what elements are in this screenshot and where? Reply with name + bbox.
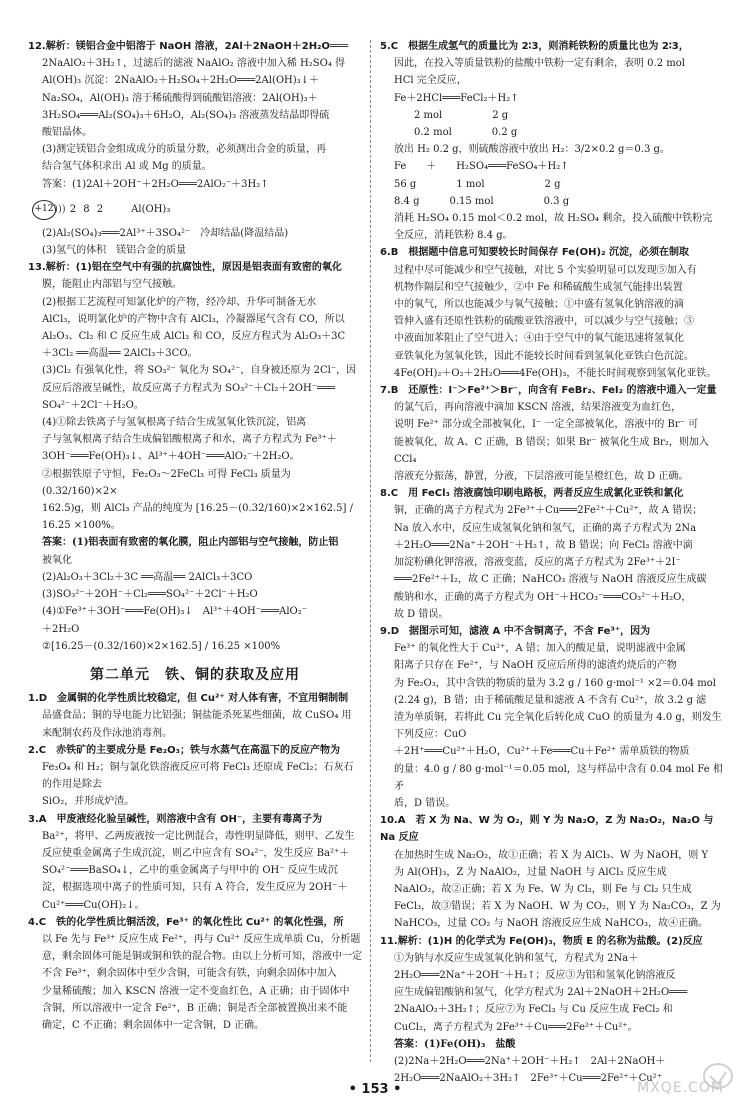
text-line: (2.24 g)，B 错；由于稀硫酸足量和滤液 A 不含有 Cu²⁺，故 3.2 g 滤 bbox=[394, 694, 707, 706]
text-line: 被氧化 bbox=[42, 554, 72, 566]
text-line: ＋2H⁺═══Cu²⁺＋H₂O，Cu²⁺＋Fe═══Cu＋Fe²⁺ 需单质铁的物质 bbox=[394, 746, 690, 758]
text-line: 管伸入盛有还原性铁粉的硫酸亚铁溶液中，可以减少与空气接触；③ bbox=[394, 316, 694, 328]
text-line: 4.C 铁的化学性质比铜活泼，Fe³⁺ 的氧化性比 Cu²⁺ 的氧化性强，所 bbox=[28, 916, 344, 928]
text-line: 中的氧气，所以也能减少与氧气接触；①中盛有氢氧化钠溶液的滴 bbox=[394, 299, 684, 311]
text-line: 的氯气后，再向溶液中滴加 KSCN 溶液，结果溶液变为血红色， bbox=[394, 402, 682, 414]
text-line: 酸铝晶体。 bbox=[42, 127, 92, 139]
text-line: NaHCO₃，过量 CO₂ 与 NaOH 溶液反应生成 NaHCO₃，故④正确。 bbox=[394, 918, 708, 930]
text-line: 的量：4.0 g / 80 g·mol⁻¹＝0.05 mol，这与样品中含有 0.04 mol Fe 相矛 bbox=[394, 763, 723, 792]
text-line: 能被氧化，故 A、C 正确，B 错误；如果 Br⁻ 被氧化生成 Br₂，则加入 CCl₄ bbox=[394, 436, 709, 465]
text-line: ＋2H₂O═══2Na⁺＋2OH⁻＋H₂↑，故 B 错误；向 FeCl₃ 溶液中滴 bbox=[394, 539, 693, 551]
text-line: 全反应，消耗铁粉 8.4 g。 bbox=[394, 230, 513, 242]
text-line: 答案：(1)铝表面有致密的氧化膜，阻止内部铝与空气接触，防止铝 bbox=[42, 537, 339, 549]
text-line: 反应后溶液呈碱性，故反应离子方程式为 SO₃²⁻＋Cl₂＋2OH⁻═══ bbox=[42, 382, 336, 394]
text-line: 4Fe(OH)₂＋O₂＋2H₂O═══4Fe(OH)₃，不能长时间观察到氢氧化亚铁。 bbox=[394, 367, 717, 379]
text-line: 2NaAlO₂＋3H₂↑；反应⑦为 FeCl₃ 与 Cu 反应生成 FeCl₂ 和 bbox=[394, 1004, 673, 1016]
text-line: 阳离子只存在 Fe²⁺，与 NaOH 反应后所得的滤渣灼烧后的产物 bbox=[394, 660, 677, 672]
text-line: 酸钠和水，正确的离子方程式为 OH⁻＋HCO₃⁻═══CO₃²⁻＋H₂O， bbox=[394, 591, 692, 603]
text-line: 意，剩余固体可能是铜或铜和铁的混合物。由以上分析可知，溶液中一定 bbox=[42, 951, 362, 963]
text-line: (3)Cl₂ 有强氧化性，将 SO₃²⁻ 氧化为 SO₄²⁻，自身被还原为 2Cl⁻，因 bbox=[42, 365, 357, 377]
text-line: Ba²⁺，将甲、乙两废液按一定比例混合，毒性明显降低，则甲、乙发生 bbox=[42, 830, 355, 842]
text-line: 加淀粉碘化钾溶液，溶液变蓝，反应的离子方程式为 2Fe³⁺＋2I⁻ bbox=[394, 557, 681, 569]
text-line: ═══2Fe²⁺＋I₂，故 C 正确；NaHCO₃ 溶液与 NaOH 溶液反应生成碳 bbox=[394, 574, 707, 586]
text-line: Na₂SO₄，Al(OH)₃ 溶于稀硫酸得到硫酸铝溶液：2Al(OH)₃＋ bbox=[42, 92, 318, 104]
text-line: 2NaAlO₂＋3H₂↑，过滤后的滤液 NaAlO₂ 溶液中加入稀 H₂SO₄ 得 bbox=[42, 58, 346, 70]
text-line: 9.D 据图示可知，滤液 A 中不含铜离子，不含 Fe³⁺，因为 bbox=[380, 625, 651, 637]
text-line: 不含 Fe³⁺，剩余固体中至少含铜，可能含有铁，向剩余固体中加入 bbox=[42, 968, 337, 980]
text-line: 放出 H₂ 0.2 g，则硫酸溶液中放出 H₂：3/2×0.2 g＝0.3 g。 bbox=[394, 144, 670, 156]
text-line: 反应使重金属离子生成沉淀，则乙中应含有 SO₄²⁻，发生反应 Ba²⁺＋ bbox=[42, 847, 350, 859]
text-line: (2)Al₂O₃＋3Cl₂＋3C ══高温══ 2AlCl₃＋3CO bbox=[42, 571, 253, 583]
text-line: (4)①除去铁离子与氢氧根离子结合生成氢氧化铁沉淀，铝离 bbox=[42, 417, 307, 429]
atomic-structure-diagram bbox=[32, 197, 362, 223]
text-line: 2H₂O═══2Na⁺＋2OH⁻＋H₂↑；反应③为铝和氢氧化钠溶液反 bbox=[394, 969, 676, 981]
text-line: 因此，在投入等质量铁粉的盐酸中铁粉一定有剩余，表明 0.2 mol bbox=[394, 58, 685, 70]
text-line: 子与氢氧根离子结合生成偏铝酸根离子和水，离子方程式为 Fe³⁺＋ bbox=[42, 434, 337, 446]
text-line: AlCl₃，说明氯化炉的产物中含有 AlCl₃，冷凝器尾气含有 CO，所以 bbox=[42, 313, 345, 325]
text-line: 3H₂SO₄═══Al₂(SO₄)₃＋6H₂O，Al₂(SO₄)₃ 溶液蒸发结晶即得硫 bbox=[42, 109, 330, 121]
text-line: (2)根据工艺流程可知氯化炉的产物，经冷却、升华可制备无水 bbox=[42, 296, 317, 308]
text-line: 答案：(1)2Al＋2OH⁻＋2H₂O═══2AlO₂⁻＋3H₂↑ bbox=[42, 178, 269, 190]
text-line: ②根据铁原子守恒，Fe₂O₃～2FeCl₃ 可得 FeCl₃ 质量为(0.32/160)×2× bbox=[42, 468, 291, 497]
text-line: 机物作隔层和空气接触少，②中 Fe 和稀硫酸生成氢气能排出装置 bbox=[394, 281, 683, 293]
text-line: ①为钠与水反应生成氢氧化钠和氢气，方程式为 2Na＋ bbox=[394, 952, 639, 964]
text-line: Na 放入水中，反应生成氢氧化钠和氢气，正确的离子方程式为 2Na bbox=[394, 522, 697, 534]
text-line: 膜，能阻止内部铝与空气接触。 bbox=[42, 279, 182, 291]
text-line: 来配制农药及作泳池消毒剂。 bbox=[42, 727, 172, 739]
text-line: 渣为单质铜，若将此 Cu 完全氧化后转化成 CuO 的质量为 4.0 g，则发生下列反应：CuO bbox=[394, 711, 722, 741]
text-line: 162.5)g，则 AlCl₃ 产品的纯度为 [16.25－(0.32/160)×2×162.5] / 16.25 ×100%。 bbox=[42, 503, 353, 532]
text-line: 56 g 1 mol 2 g bbox=[394, 178, 561, 190]
text-line: 10.A 若 X 为 Na、W 为 O₂，则 Y 为 Na₂O，Z 为 Na₂O₂，Na₂O 与 Na 反应 bbox=[380, 815, 714, 844]
text-line: 7.B 还原性：I⁻＞Fe²⁺＞Br⁻，向含有 FeBr₂、FeI₂ 的溶液中通入一定量 bbox=[380, 385, 717, 397]
text-line: HCl 完全反应， bbox=[394, 75, 467, 87]
text-line: 在加热时生成 Na₂O₂，故①正确；若 X 为 AlCl₃、W 为 NaOH，则 Y bbox=[394, 849, 709, 861]
left-column-top bbox=[28, 38, 362, 193]
nucleus-circle: +12 bbox=[32, 200, 56, 220]
text-line: 以 Fe 先与 Fe³⁺ 反应生成 Fe²⁺，再与 Cu²⁺ 反应生成单质 Cu，分析题 bbox=[42, 933, 361, 945]
left-column-mid bbox=[28, 225, 362, 655]
text-line: 过程中尽可能减少和空气接触，对比 5 个实验明显可以发现⑤加入有 bbox=[394, 264, 697, 276]
text-line: 溶液充分振荡，静置，分液，下层溶液可能呈橙红色，故 D 正确。 bbox=[394, 471, 689, 483]
text-line: 结合氢气体积求出 Al 或 Mg 的质量。 bbox=[42, 161, 212, 173]
text-line: (3)SO₃²⁻＋2OH⁻＋Cl₂═══SO₄²⁻＋2Cl⁻＋H₂O bbox=[42, 589, 258, 601]
text-line: 铜，正确的离子方程式为 2Fe³⁺＋Cu═══2Fe²⁺＋Cu²⁺，故 A 错误； bbox=[394, 505, 703, 517]
text-line: Al₂O₃、Cl₂ 和 C 反应生成 AlCl₃ 和 CO，反应方程式为 Al₂O₃＋3C bbox=[42, 331, 346, 343]
text-line: ＋2H₂O bbox=[42, 623, 80, 635]
text-line: 故 D 错误。 bbox=[394, 608, 449, 620]
text-line: 为 Fe₂O₃，其中含铁的物质的量为 3.2 g / 160 g·mol⁻¹ ×2＝0.04 mol bbox=[394, 677, 716, 689]
text-line: 12.解析：镁铝合金中铝溶于 NaOH 溶液，2Al＋2NaOH＋2H₂O═══ bbox=[28, 41, 349, 52]
watermark-text: MXQE.COM bbox=[637, 1080, 724, 1096]
text-line: 3OH⁻═══Fe(OH)₃↓、Al³⁺＋4OH⁻═══AlO₂⁻＋2H₂O。 bbox=[42, 451, 300, 463]
text-line: 亚铁氧化为氢氧化铁，因此不能较长时间看到氢氧化亚铁白色沉淀。 bbox=[394, 350, 694, 362]
text-line: (2)Al₂(SO₄)₃═══2Al³⁺＋3SO₄²⁻ 冷却结晶(降温结晶) bbox=[42, 227, 289, 239]
text-line: (4)①Fe³⁺＋3OH⁻═══Fe(OH)₃↓ Al³⁺＋4OH⁻═══AlO₂⁻ bbox=[42, 606, 307, 618]
text-line: 3.A 甲废液经化验呈碱性，则溶液中含有 OH⁻，主要有毒离子为 bbox=[28, 813, 323, 825]
text-line: 为 Al(OH)₃，Z 为 NaAlO₂，过量 NaOH 与 AlCl₃ 反应生成 bbox=[394, 866, 667, 878]
text-line: 淀，根据选项中离子的性质可知，只有 A 符合，发生反应为 2OH⁻＋ bbox=[42, 882, 348, 894]
text-line: NaAlO₂，故②正确；若 X 为 Fe、W 为 Cl₂，则 Fe 与 Cl₂ 只生成 bbox=[394, 883, 692, 895]
watermark-logo bbox=[622, 1058, 740, 1104]
text-line: SO₄²⁻═══BaSO₄↓，乙中的重金属离子与甲中的 OH⁻ 反应生成沉 bbox=[42, 865, 338, 877]
left-column-bottom bbox=[28, 690, 362, 1034]
text-line: (3)测定镁铝合金组成成分的质量分数，必须测出合金的质量，再 bbox=[42, 144, 327, 156]
text-line: 8.4 g 0.15 mol 0.3 g bbox=[394, 195, 570, 207]
text-line: Fe³⁺ 的氧化性大于 Cu²⁺，A 错；加入的酸足量，说明滤液中金属 bbox=[394, 643, 686, 655]
text-line: 5.C 根据生成氢气的质量比为 2∶3，则消耗铁粉的质量比也为 2∶3， bbox=[380, 41, 689, 52]
text-line: 2H₂O═══2NaAlO₂＋3H₂↑ 2Fe³⁺＋Cu═══2Fe²⁺＋Cu²⁺ bbox=[394, 1073, 662, 1085]
text-line: 8.C 用 FeCl₃ 溶液腐蚀印刷电路板，两者反应生成氯化亚铁和氯化 bbox=[380, 488, 684, 500]
text-line: 说明 Fe²⁺ 部分或全部被氧化，I⁻ 一定全部被氧化，溶液中的 Br⁻ 可 bbox=[394, 419, 699, 431]
right-column bbox=[380, 38, 725, 1087]
text-line: Fe ＋ H₂SO₄═══FeSO₄＋H₂↑ bbox=[394, 161, 569, 173]
text-line: 消耗 H₂SO₄ 0.15 mol＜0.2 mol，故 H₂SO₄ 剩余，投入硫酸中铁粉完 bbox=[394, 213, 713, 225]
text-line: ②[16.25－(0.32/160)×2×162.5] / 16.25 ×100% bbox=[42, 640, 281, 652]
text-line: Fe＋2HCl═══FeCl₂＋H₂↑ bbox=[394, 92, 519, 104]
text-line: 1.D 金属铜的化学性质比较稳定，但 Cu²⁺ 对人体有害，不宜用铜制制 bbox=[28, 693, 349, 705]
text-line: 少量稀硫酸；加入 KSCN 溶液一定不变血红色，A 正确；由于固体中 bbox=[42, 985, 350, 997]
text-line: Al(OH)₃ 沉淀：2NaAlO₂＋H₂SO₄＋2H₂O═══2Al(OH)₃↓＋ bbox=[42, 75, 320, 87]
text-line: 0.2 mol 0.2 g bbox=[394, 127, 518, 139]
text-line: 13.解析：(1)铝在空气中有强的抗腐蚀性，原因是铝表面有致密的氧化 bbox=[28, 262, 342, 274]
text-line: ＋3Cl₂ ══高温══ 2AlCl₃＋3CO。 bbox=[42, 348, 198, 360]
text-line: (2)2Na＋2H₂O═══2Na⁺＋2OH⁻＋H₂↑ 2Al＋2NaOH＋ bbox=[394, 1055, 666, 1067]
text-line: FeCl₃，故③错误；若 X 为 NaOH、W 为 CO₂，则 Y 为 Na₂CO₃，Z 为 bbox=[394, 901, 721, 913]
text-line: 11.解析：(1)H 的化学式为 Fe(OH)₃，物质 E 的名称为盐酸。(2)反应 bbox=[380, 935, 703, 947]
text-line: 2.C 赤铁矿的主要成分是 Fe₂O₃；铁与水蒸气在高温下的反应产物为 bbox=[28, 744, 341, 756]
left-column bbox=[28, 38, 362, 1034]
shell-arc-icon: ))) bbox=[54, 204, 66, 216]
text-line: 应生成偏铝酸钠和氢气，化学方程式为 2Al＋2NaOH＋2H₂O═══ bbox=[394, 987, 688, 999]
text-line: Fe₃O₄ 和 H₂；铜与氯化铁溶液反应可将 FeCl₃ 还原成 FeCl₂；石灰石的作用是除去 bbox=[42, 761, 354, 791]
section-title: 第二单元 铁、铜的获取及应用 bbox=[90, 666, 300, 683]
text-line: 含铜，所以溶液中一定含 Fe²⁺，B 正确；铜是否全部被置换出来不能 bbox=[42, 1002, 348, 1014]
text-line: 盾，D 错误。 bbox=[394, 797, 456, 809]
text-line: 品盛食品；铜的导电能力比铝强；铜盐能杀死某些细菌，故 CuSO₄ 用 bbox=[42, 710, 352, 722]
text-line: 确定，C 不正确；剩余固体中一定含铜，D 正确。 bbox=[42, 1019, 265, 1031]
column-divider bbox=[370, 40, 371, 1062]
right-column-lines bbox=[380, 38, 725, 1087]
atom-diagram-label: Al(OH)₃ bbox=[131, 204, 171, 216]
text-line: 2 mol 2 g bbox=[394, 109, 509, 121]
text-line: 6.B 根据题中信息可知要较长时间保存 Fe(OH)₂ 沉淀，必须在制取 bbox=[380, 247, 689, 259]
text-line: 答案：(1)Fe(OH)₃ 盐酸 bbox=[394, 1038, 516, 1050]
text-line: SiO₂，并形成炉渣。 bbox=[42, 796, 135, 808]
text-line: (3)氢气的体积 镁铝合金的质量 bbox=[42, 245, 187, 257]
text-line: Cu²⁺═══Cu(OH)₂↓。 bbox=[42, 899, 145, 911]
page-number: • 153 • bbox=[348, 1082, 402, 1097]
electron-shells: 2 8 2 bbox=[69, 204, 106, 216]
text-line: 中液面加苯阻止了空气进入；④由于空气中的氧气能迅速将氢氧化 bbox=[394, 333, 684, 345]
text-line: SO₄²⁻＋2Cl⁻＋H₂O。 bbox=[42, 399, 144, 411]
text-line: CuCl₂，离子方程式为 2Fe³⁺＋Cu═══2Fe²⁺＋Cu²⁺。 bbox=[394, 1021, 638, 1033]
